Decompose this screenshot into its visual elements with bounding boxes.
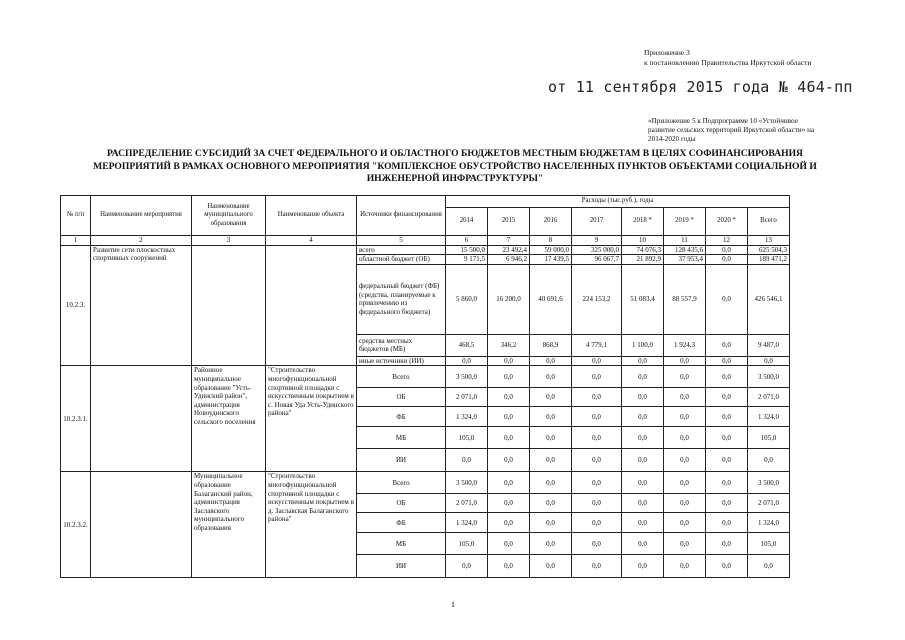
value-2018: 74 076,3	[622, 245, 664, 255]
source-label: ИИ	[357, 555, 446, 578]
source-label: всего	[357, 245, 446, 255]
value-2020: 0,0	[706, 533, 748, 555]
object-cell	[266, 245, 357, 366]
value-2020: 0,0	[706, 264, 748, 334]
header-year-2015: 2015	[488, 208, 530, 236]
value-2018: 0,0	[622, 533, 664, 555]
value-2017: 0,0	[572, 555, 622, 578]
col-num-1: 1	[61, 236, 91, 246]
header-total: Всего	[748, 208, 790, 236]
value-2020: 0,0	[706, 427, 748, 449]
value-2019: 128 435,6	[664, 245, 706, 255]
value-2016: 0,0	[530, 366, 572, 388]
value-2017: 0,0	[572, 449, 622, 472]
col-num-11: 11	[664, 236, 706, 246]
value-2014: 0,0	[446, 356, 488, 366]
column-number-row	[61, 236, 790, 246]
header-sources: Источники финансирования	[357, 196, 446, 236]
col-num-3: 3	[192, 236, 266, 246]
section-number: 10.2.3.2.	[61, 472, 91, 578]
col-num-6: 6	[446, 236, 488, 246]
value-2015: 0,0	[488, 494, 530, 513]
header-expenses: Расходы (тыс.руб.), годы	[446, 196, 790, 208]
value-2019: 0,0	[664, 427, 706, 449]
value-2015: 0,0	[488, 407, 530, 427]
value-2018: 0,0	[622, 427, 664, 449]
value-total: 426 546,1	[748, 264, 790, 334]
header-num: № п/п	[61, 196, 91, 236]
value-2017: 0,0	[572, 533, 622, 555]
value-2016: 17 439,5	[530, 255, 572, 265]
value-2015: 23 492,4	[488, 245, 530, 255]
value-total: 189 471,2	[748, 255, 790, 265]
value-2019: 88 557,9	[664, 264, 706, 334]
header-year-2019: 2019 *	[664, 208, 706, 236]
col-num-5: 5	[357, 236, 446, 246]
value-2019: 0,0	[664, 494, 706, 513]
value-2017: 0,0	[572, 388, 622, 407]
value-2019: 0,0	[664, 366, 706, 388]
value-2014: 468,5	[446, 334, 488, 356]
value-2020: 0,0	[706, 334, 748, 356]
value-2019: 0,0	[664, 356, 706, 366]
value-2014: 9 171,5	[446, 255, 488, 265]
col-num-4: 4	[266, 236, 357, 246]
value-2018: 0,0	[622, 388, 664, 407]
value-2016: 0,0	[530, 449, 572, 472]
header-year-2018: 2018 *	[622, 208, 664, 236]
value-2018: 0,0	[622, 356, 664, 366]
value-total: 105,0	[748, 427, 790, 449]
activity-cell	[91, 366, 192, 472]
value-2017: 325 000,0	[572, 245, 622, 255]
value-2015: 0,0	[488, 555, 530, 578]
value-2019: 37 953,4	[664, 255, 706, 265]
value-2015: 0,0	[488, 427, 530, 449]
value-2015: 0,0	[488, 533, 530, 555]
value-2016: 40 691,6	[530, 264, 572, 334]
value-2016: 0,0	[530, 533, 572, 555]
value-2019: 0,0	[664, 407, 706, 427]
table-row	[61, 472, 790, 494]
value-2018: 0,0	[622, 513, 664, 533]
document-title	[90, 148, 820, 186]
value-2014: 0,0	[446, 555, 488, 578]
date-stamp: от 11 сентября 2015 года № 464-пп	[548, 78, 853, 96]
header-year-2014: 2014	[446, 208, 488, 236]
value-2016: 0,0	[530, 513, 572, 533]
value-2014: 1 324,0	[446, 407, 488, 427]
source-label: Всего	[357, 366, 446, 388]
value-2016: 0,0	[530, 407, 572, 427]
municipality-name: Районное муниципальное образование "Усть-Удинский район", администрация Новоудинского сельского поселения	[192, 366, 266, 472]
source-label: ФБ	[357, 513, 446, 533]
value-2014: 0,0	[446, 449, 488, 472]
value-2020: 0,0	[706, 449, 748, 472]
title-line2: МЕРОПРИЯТИЙ В РАМКАХ ОСНОВНОГО МЕРОПРИЯТИЯ "КОМПЛЕКСНОЕ ОБУСТРОЙСТВО НАСЕЛЕННЫХ ПУНКТОВ ОБЪЕКТАМИ СОЦИАЛЬНОЙ И	[93, 160, 817, 172]
value-total: 2 071,0	[748, 388, 790, 407]
value-2016: 0,0	[530, 472, 572, 494]
value-2016: 0,0	[530, 356, 572, 366]
value-total: 0,0	[748, 356, 790, 366]
value-2015: 346,2	[488, 334, 530, 356]
value-2019: 0,0	[664, 555, 706, 578]
source-label: средства местных бюджетов (МБ)	[357, 334, 446, 356]
annex-reference	[644, 48, 811, 68]
source-label: Всего	[357, 472, 446, 494]
col-num-12: 12	[706, 236, 748, 246]
value-2019: 0,0	[664, 513, 706, 533]
value-2017: 0,0	[572, 366, 622, 388]
value-2015: 0,0	[488, 472, 530, 494]
value-2014: 15 500,0	[446, 245, 488, 255]
value-2020: 0,0	[706, 513, 748, 533]
source-label: областной бюджет (ОБ)	[357, 255, 446, 265]
value-2018: 51 083,4	[622, 264, 664, 334]
col-num-2: 2	[91, 236, 192, 246]
value-2018: 0,0	[622, 449, 664, 472]
col-num-10: 10	[622, 236, 664, 246]
value-2015: 0,0	[488, 366, 530, 388]
value-2020: 0,0	[706, 472, 748, 494]
value-2017: 4 779,1	[572, 334, 622, 356]
value-2017: 0,0	[572, 472, 622, 494]
value-2015: 16 200,0	[488, 264, 530, 334]
value-total: 1 324,0	[748, 513, 790, 533]
value-2018: 0,0	[622, 366, 664, 388]
value-total: 0,0	[748, 555, 790, 578]
annex2-line3: 2014-2020 годы	[648, 135, 696, 144]
value-2018: 0,0	[622, 407, 664, 427]
table-row	[61, 366, 790, 388]
value-2017: 0,0	[572, 427, 622, 449]
value-2014: 3 500,0	[446, 472, 488, 494]
value-2015: 0,0	[488, 513, 530, 533]
col-num-9: 9	[572, 236, 622, 246]
value-2016: 0,0	[530, 427, 572, 449]
value-total: 0,0	[748, 449, 790, 472]
title-line3: ИНЖЕНЕРНОЙ ИНФРАСТРУКТУРЫ"	[366, 173, 544, 184]
value-2020: 0,0	[706, 388, 748, 407]
value-2014: 1 324,0	[446, 513, 488, 533]
col-num-13: 13	[748, 236, 790, 246]
value-2017: 0,0	[572, 494, 622, 513]
value-2017: 224 153,2	[572, 264, 622, 334]
annex2-reference	[648, 117, 833, 145]
value-2016: 0,0	[530, 388, 572, 407]
value-2016: 0,0	[530, 494, 572, 513]
value-2019: 0,0	[664, 388, 706, 407]
annex2-line2: развитие сельских территорий Иркутской области» на	[648, 126, 815, 135]
header-object: Наименование объекта	[266, 196, 357, 236]
title-line1: РАСПРЕДЕЛЕНИЕ СУБСИДИЙ ЗА СЧЕТ ФЕДЕРАЛЬНОГО И ОБЛАСТНОГО БЮДЖЕТОВ МЕСТНЫМ БЮДЖЕТАМ В ЦЕЛЯХ СОФИНАНСИРОВАНИЯ	[107, 148, 803, 159]
value-2015: 0,0	[488, 449, 530, 472]
source-label: МБ	[357, 533, 446, 555]
value-2019: 0,0	[664, 533, 706, 555]
header-year-2020: 2020 *	[706, 208, 748, 236]
value-total: 625 504,3	[748, 245, 790, 255]
source-label: иные источники (ИИ)	[357, 356, 446, 366]
value-2016: 868,9	[530, 334, 572, 356]
value-2014: 105,0	[446, 427, 488, 449]
source-label: МБ	[357, 427, 446, 449]
value-total: 1 324,0	[748, 407, 790, 427]
value-2020: 0,0	[706, 245, 748, 255]
value-2020: 0,0	[706, 555, 748, 578]
header-year-2016: 2016	[530, 208, 572, 236]
value-total: 3 500,0	[748, 366, 790, 388]
value-2019: 1 924,3	[664, 334, 706, 356]
source-label: ФБ	[357, 407, 446, 427]
header-year-2017: 2017	[572, 208, 622, 236]
object-name: "Строительство многофункциональной спортивной площадки с искусственным покрытием в д. Заславская Балаганского района"	[266, 472, 357, 578]
value-2015: 0,0	[488, 388, 530, 407]
value-2016: 59 000,0	[530, 245, 572, 255]
value-2019: 0,0	[664, 449, 706, 472]
section-number: 10.2.3.	[61, 245, 91, 366]
value-2016: 0,0	[530, 555, 572, 578]
value-total: 105,0	[748, 533, 790, 555]
value-total: 2 071,0	[748, 494, 790, 513]
municipality-name: Муниципальное образование Балаганский район, администрация Заславского муниципального образования	[192, 472, 266, 578]
annex-line1: Приложение 3	[644, 48, 690, 57]
value-2018: 0,0	[622, 472, 664, 494]
section-number: 10.2.3.1.	[61, 366, 91, 472]
source-label: ОБ	[357, 388, 446, 407]
annex-line2: к постановлению Правительства Иркутской области	[644, 58, 812, 67]
value-total: 3 500,0	[748, 472, 790, 494]
col-num-7: 7	[488, 236, 530, 246]
subsidy-table	[60, 195, 790, 578]
table-body	[61, 196, 790, 578]
value-total: 9 487,0	[748, 334, 790, 356]
value-2020: 0,0	[706, 494, 748, 513]
value-2020: 0,0	[706, 255, 748, 265]
object-name: "Строительство многофункциональной спортивной площадки с искусственным покрытием в с. Новая Уда Усть-Удинского района"	[266, 366, 357, 472]
value-2018: 21 892,9	[622, 255, 664, 265]
header-activity: Наименование мероприятия	[91, 196, 192, 236]
value-2017: 0,0	[572, 513, 622, 533]
value-2017: 0,0	[572, 356, 622, 366]
col-num-8: 8	[530, 236, 572, 246]
value-2014: 3 500,0	[446, 366, 488, 388]
value-2014: 2 071,0	[446, 494, 488, 513]
value-2014: 5 860,0	[446, 264, 488, 334]
value-2014: 105,0	[446, 533, 488, 555]
annex2-line1: «Приложение 5 к Подпрограмме 10 «Устойчивое	[648, 117, 798, 125]
header-row-1	[61, 196, 790, 208]
table-row	[61, 245, 790, 255]
source-label: ИИ	[357, 449, 446, 472]
value-2019: 0,0	[664, 472, 706, 494]
value-2015: 0,0	[488, 356, 530, 366]
value-2015: 6 946,2	[488, 255, 530, 265]
municipality-cell	[192, 245, 266, 366]
activity-name: Развитие сети плоскостных спортивных сооружений	[91, 245, 192, 366]
value-2017: 0,0	[572, 407, 622, 427]
source-label: ОБ	[357, 494, 446, 513]
value-2020: 0,0	[706, 366, 748, 388]
value-2014: 2 071,0	[446, 388, 488, 407]
value-2018: 0,0	[622, 555, 664, 578]
value-2018: 0,0	[622, 494, 664, 513]
value-2020: 0,0	[706, 356, 748, 366]
value-2020: 0,0	[706, 407, 748, 427]
header-municipality: Наименование муниципального образования	[192, 196, 266, 236]
source-label: федеральный бюджет (ФБ) (средства, планируемые к привлечению из федерального бюджета)	[357, 264, 446, 334]
page-number: 1	[451, 600, 455, 609]
value-2017: 96 067,7	[572, 255, 622, 265]
value-2018: 1 100,0	[622, 334, 664, 356]
activity-cell	[91, 472, 192, 578]
